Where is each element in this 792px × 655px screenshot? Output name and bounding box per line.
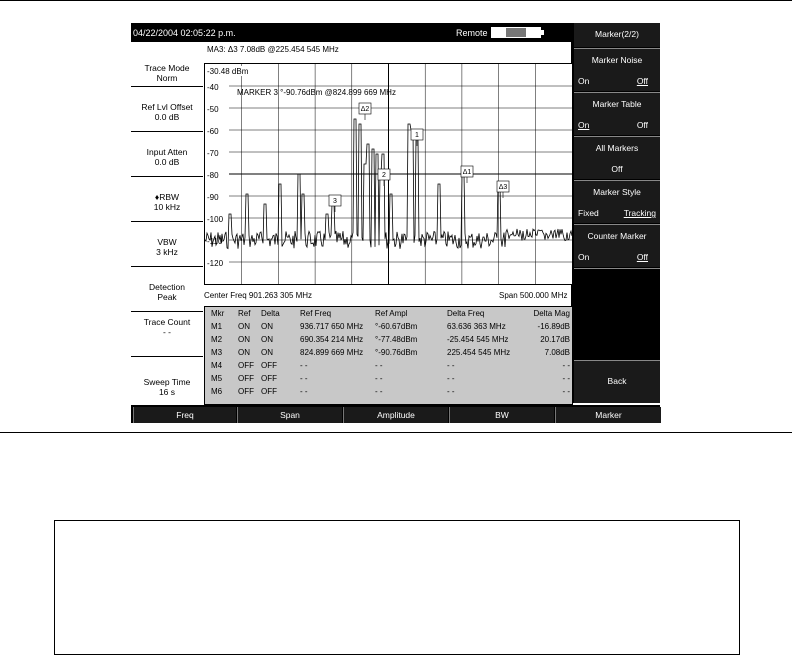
detection-label: Detection [149, 282, 185, 292]
marker-table-cell: OFF [261, 374, 277, 383]
all-markers-label: All Markers [595, 143, 639, 153]
marker-table-cell: Delta Freq [447, 309, 485, 318]
marker-table-cell: - - [375, 374, 383, 383]
marker-table-cell: - - [300, 374, 308, 383]
marker-header: MA3: Δ3 7.08dB @225.454 545 MHz [207, 45, 339, 54]
marker-table-cell: ON [261, 348, 273, 357]
marker-table-cell: M3 [211, 348, 223, 357]
tab-bw[interactable]: BW [449, 407, 554, 423]
marker-table-cell: 690.354 214 MHz [300, 335, 364, 344]
top-rule [0, 0, 792, 1]
marker-table-cell: °-90.76dBm [375, 348, 418, 357]
marker-table-cell: 63.636 363 MHz [447, 322, 506, 331]
marker-table-cell: Delta [261, 309, 280, 318]
marker-table-cell: - - [375, 361, 383, 370]
marker-table-label: Marker Table [592, 99, 642, 109]
marker-flag-label: 3 [333, 198, 337, 205]
all-markers-button[interactable] [574, 136, 660, 179]
rbw-label: ♦RBW [154, 192, 180, 202]
marker-table-cell: - - [447, 374, 455, 383]
spectrum-graticule [204, 63, 573, 285]
marker-table-cell: ON [261, 322, 273, 331]
vbw-label: VBW [157, 237, 177, 247]
right-softkey-panel [571, 23, 660, 403]
blank-right-softkey[interactable] [574, 268, 660, 359]
marker-table-row [205, 361, 572, 372]
marker-table-cell: - - [562, 387, 570, 396]
y-tick-label: -40 [207, 83, 219, 92]
marker-table-cell: 7.08dB [544, 348, 570, 357]
y-tick-label: -70 [207, 149, 219, 158]
marker-flag-label: Δ2 [360, 106, 370, 113]
marker-table-cell: M1 [211, 322, 223, 331]
span-readout: Span 500.000 MHz [499, 291, 568, 300]
marker-table-cell: 20.17dB [540, 335, 570, 344]
sweep-time-button[interactable] [131, 372, 203, 402]
marker-noise-button[interactable] [574, 48, 660, 91]
y-tick-label: -110 [207, 237, 223, 246]
marker-table-cell: ON [261, 335, 273, 344]
y-tick-label: -30.48 dBm [207, 67, 249, 76]
marker-table-cell: OFF [238, 361, 254, 370]
menu-title-text: Marker(2/2) [595, 29, 639, 39]
marker-noise-off: Off [636, 76, 648, 86]
marker-table-button[interactable] [574, 92, 660, 135]
marker-table-cell: - - [300, 387, 308, 396]
tab-span[interactable]: Span [237, 407, 342, 423]
detection-value: Peak [157, 292, 177, 302]
marker-table-cell: °-77.48dBm [375, 335, 418, 344]
marker-table-cell: °-60.67dBm [375, 322, 418, 331]
sweep-time-value: 16 s [158, 387, 176, 397]
empty-frame [54, 520, 740, 655]
trace-mode-value: Norm [156, 73, 178, 83]
marker-table-cell: Ref Ampl [375, 309, 408, 318]
back-button[interactable] [574, 360, 660, 403]
bottom-rule [0, 432, 792, 433]
marker-table-cell: Mkr [211, 309, 225, 318]
marker-table-cell: OFF [238, 387, 254, 396]
marker-table-cell: - - [562, 374, 570, 383]
marker-table-row [205, 374, 572, 385]
counter-marker-on: On [578, 252, 590, 262]
trace-mode-label: Trace Mode [144, 63, 190, 73]
trace-mode-button[interactable] [131, 42, 203, 87]
sweep-time-label: Sweep Time [143, 377, 191, 387]
marker-table-cell: - - [375, 387, 383, 396]
marker-noise-label: Marker Noise [591, 55, 643, 65]
marker-table-row [205, 335, 572, 346]
marker-table-cell: -25.454 545 MHz [447, 335, 509, 344]
marker-table-cell: OFF [261, 361, 277, 370]
counter-marker-button[interactable] [574, 224, 660, 267]
blank-softkey[interactable] [131, 357, 203, 367]
marker-table-cell: ON [238, 322, 250, 331]
y-tick-label: -80 [207, 171, 219, 180]
vbw-button[interactable] [131, 222, 203, 267]
marker-table-row [205, 387, 572, 398]
ref-lvl-offset-button[interactable] [131, 87, 203, 132]
marker-table-cell: 824.899 669 MHz [300, 348, 364, 357]
input-atten-button[interactable] [131, 132, 203, 177]
ref-lvl-offset-value: 0.0 dB [154, 112, 180, 122]
input-atten-value: 0.0 dB [154, 157, 180, 167]
y-tick-label: -100 [207, 215, 224, 224]
trace-count-value: - - [162, 327, 172, 337]
detection-button[interactable] [131, 267, 203, 312]
marker-table-cell: M6 [211, 387, 223, 396]
marker-table-cell: M4 [211, 361, 223, 370]
analyzer-screen [131, 23, 660, 423]
marker-table-cell: Ref Freq [300, 309, 332, 318]
tab-freq[interactable]: Freq [133, 407, 236, 423]
trace-count-button[interactable] [131, 312, 203, 357]
marker-table-cell: M5 [211, 374, 223, 383]
back-label: Back [607, 376, 627, 386]
marker-table-cell: - - [562, 361, 570, 370]
marker-table-cell: - - [447, 387, 455, 396]
marker-table-header [205, 309, 572, 320]
marker-table-row [205, 322, 572, 333]
y-tick-label: -90 [207, 193, 219, 202]
rbw-value: 10 kHz [153, 202, 181, 212]
vbw-value: 3 kHz [156, 247, 178, 257]
marker-table-off: Off [636, 120, 648, 130]
spectrum-plot [205, 64, 572, 284]
datetime: 04/22/2004 02:05:22 p.m. [133, 28, 236, 38]
y-tick-label: -60 [207, 127, 219, 136]
marker-table-row [205, 348, 572, 359]
marker-table-cell: OFF [261, 387, 277, 396]
counter-marker-off: Off [636, 252, 648, 262]
marker-table-cell: Delta Mag [533, 309, 570, 318]
marker-table [204, 306, 573, 405]
marker-flag-label: 2 [382, 172, 386, 179]
center-freq: Center Freq 901.263 305 MHz [204, 291, 313, 300]
trace-count-label: Trace Count [143, 317, 191, 327]
ref-lvl-offset-label: Ref Lvl Offset [141, 102, 193, 112]
remote-label: Remote [456, 28, 488, 38]
marker-noise-on: On [578, 76, 590, 86]
marker-style-button[interactable] [574, 180, 660, 223]
input-atten-label: Input Atten [146, 147, 188, 157]
status-bar [131, 23, 571, 42]
all-markers-off: Off [611, 164, 623, 174]
marker-table-cell: 225.454 545 MHz [447, 348, 511, 357]
marker-style-tracking: Tracking [623, 208, 656, 218]
marker-readout: MARKER 3 °-90.76dBm @824.899 669 MHz [237, 88, 396, 97]
marker-table-cell: Ref [238, 309, 251, 318]
marker-table-cell: M2 [211, 335, 223, 344]
marker-flag-label: Δ1 [462, 169, 472, 176]
y-tick-label: -50 [207, 105, 219, 114]
rbw-button[interactable] [131, 177, 203, 222]
marker-table-on: On [578, 120, 590, 130]
y-tick-label: -120 [207, 259, 224, 268]
marker-flag-label: Δ3 [498, 184, 508, 191]
left-softkey-panel [131, 42, 203, 403]
marker-table-cell: OFF [238, 374, 254, 383]
marker-table-cell: ON [238, 348, 250, 357]
marker-table-cell: -16.89dB [537, 322, 570, 331]
marker-table-cell: - - [447, 361, 455, 370]
marker-style-label: Marker Style [593, 187, 641, 197]
marker-table-cell: ON [238, 335, 250, 344]
menu-title [574, 23, 660, 47]
counter-marker-label: Counter Marker [587, 231, 647, 241]
marker-table-cell: 936.717 650 MHz [300, 322, 364, 331]
tab-amplitude[interactable]: Amplitude [343, 407, 448, 423]
battery-icon [491, 27, 541, 38]
bottom-tab-bar [131, 405, 660, 423]
marker-table-cell: - - [300, 361, 308, 370]
marker-style-fixed: Fixed [578, 208, 599, 218]
marker-flag-label: 1 [415, 132, 419, 139]
tab-marker[interactable]: Marker [555, 407, 661, 423]
